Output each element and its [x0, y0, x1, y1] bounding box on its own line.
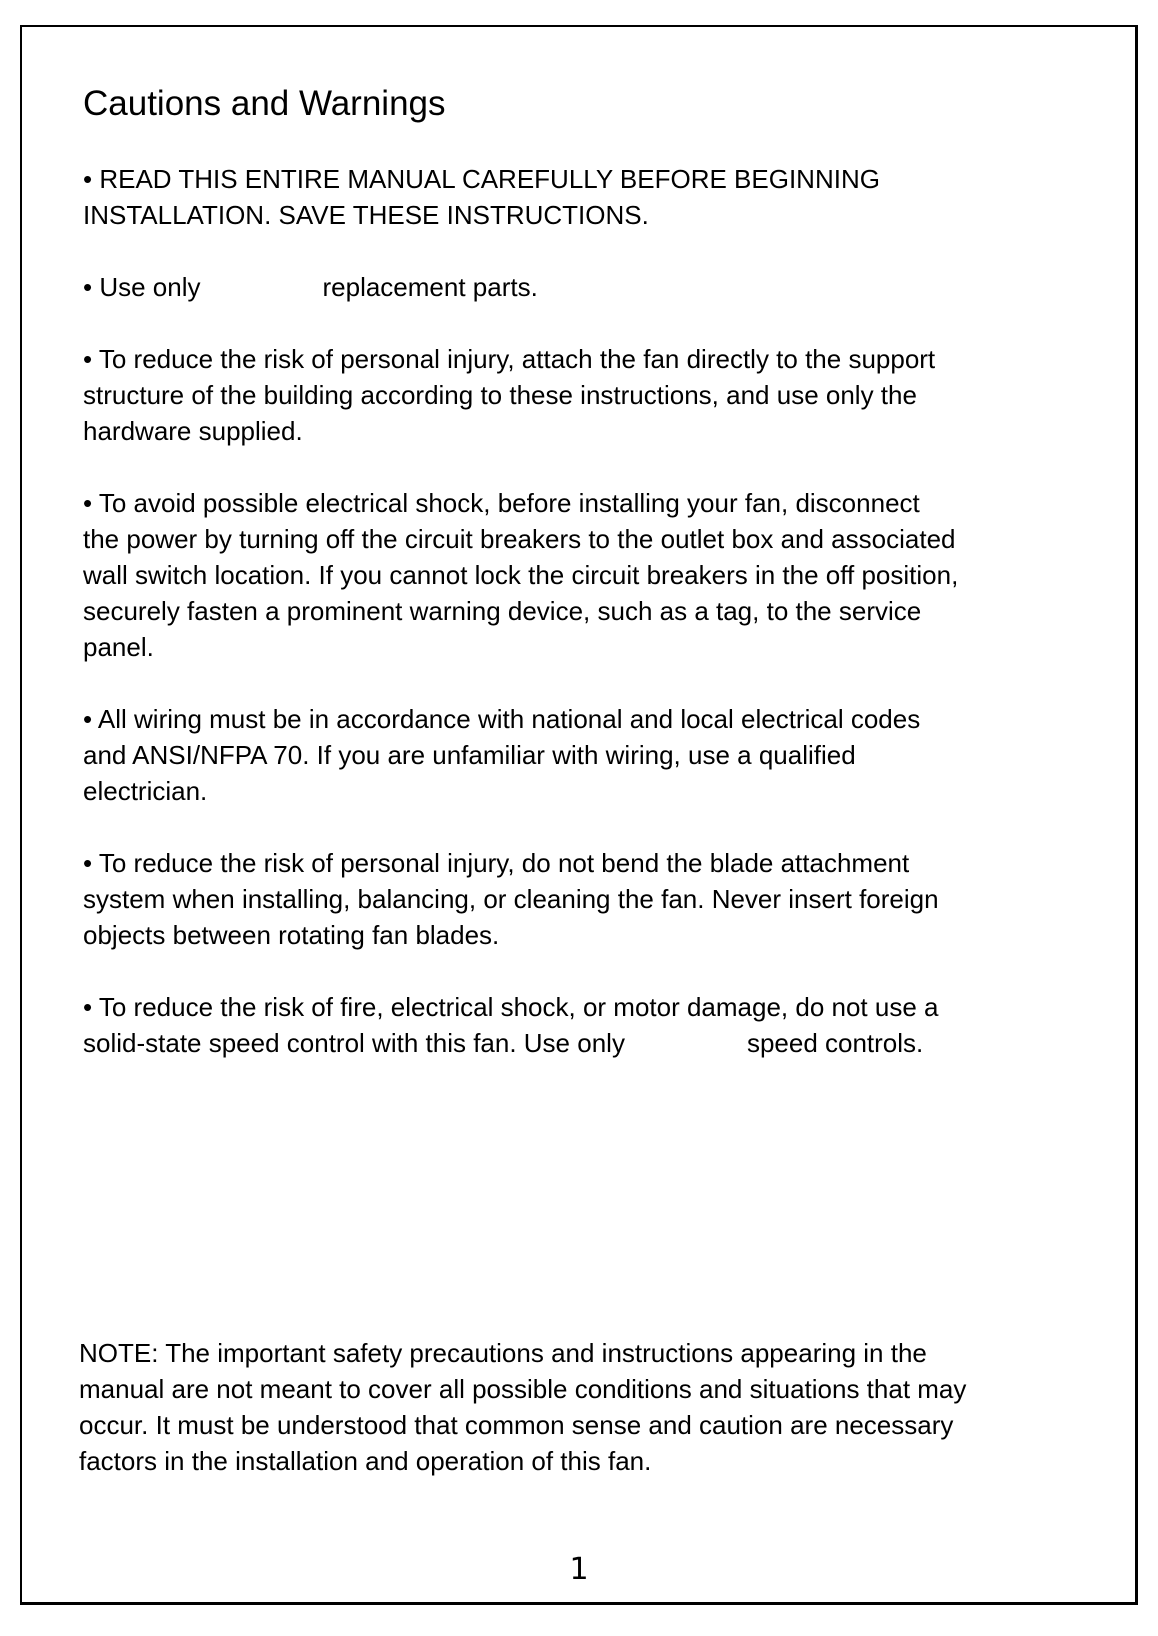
- text-line: hardware supplied.: [83, 416, 303, 446]
- text-line: electrician.: [83, 776, 208, 806]
- text-line: INSTALLATION. SAVE THESE INSTRUCTIONS.: [83, 200, 649, 230]
- warnings-list: [83, 161, 958, 1097]
- page-number: 1: [569, 1552, 589, 1587]
- text-line: system when installing, balancing, or cleaning the fan. Never insert foreign: [83, 884, 939, 914]
- text-line: NOTE: The important safety precautions and instructions appearing in the: [79, 1338, 927, 1368]
- text-line: structure of the building according to these instructions, and use only the: [83, 380, 917, 410]
- warning-mounting: [83, 341, 958, 449]
- text-line: occur. It must be understood that common sense and caution are necessary: [79, 1410, 954, 1440]
- text-line: wall switch location. If you cannot lock the circuit breakers in the off position,: [83, 560, 959, 590]
- warning-read-manual: [83, 161, 958, 233]
- text-line: and ANSI/NFPA 70. If you are unfamiliar with wiring, use a qualified: [83, 740, 856, 770]
- warning-blades: [83, 845, 958, 953]
- warning-speed-control: [83, 989, 958, 1061]
- text-line: objects between rotating fan blades.: [83, 920, 500, 950]
- text-line: • To avoid possible electrical shock, before installing your fan, disconnect: [83, 488, 920, 518]
- text-segment: solid-state speed control with this fan. Use only: [83, 1028, 625, 1058]
- text-line: • To reduce the risk of fire, electrical shock, or motor damage, do not use a: [83, 992, 939, 1022]
- warning-replacement-parts: [83, 269, 958, 305]
- text-line: [83, 269, 958, 305]
- text-segment: • Use only: [83, 272, 201, 302]
- text-line: • READ THIS ENTIRE MANUAL CAREFULLY BEFORE BEGINNING: [83, 164, 880, 194]
- text-line: • All wiring must be in accordance with national and local electrical codes: [83, 704, 921, 734]
- warning-wiring: [83, 701, 958, 809]
- text-segment: replacement parts.: [322, 272, 538, 302]
- text-segment: speed controls.: [746, 1028, 924, 1058]
- text-line: the power by turning off the circuit breakers to the outlet box and associated: [83, 524, 956, 554]
- text-line: manual are not meant to cover all possible conditions and situations that may: [79, 1374, 967, 1404]
- text-line: • To reduce the risk of personal injury, do not bend the blade attachment: [83, 848, 910, 878]
- text-line: [83, 1025, 958, 1061]
- warning-electrical-shock: [83, 485, 958, 665]
- text-line: factors in the installation and operation of this fan.: [79, 1446, 652, 1476]
- text-line: securely fasten a prominent warning device, such as a tag, to the service: [83, 596, 922, 626]
- page-title: Cautions and Warnings: [83, 84, 446, 123]
- safety-note: [79, 1335, 966, 1479]
- text-line: • To reduce the risk of personal injury, attach the fan directly to the support: [83, 344, 936, 374]
- text-line: panel.: [83, 632, 154, 662]
